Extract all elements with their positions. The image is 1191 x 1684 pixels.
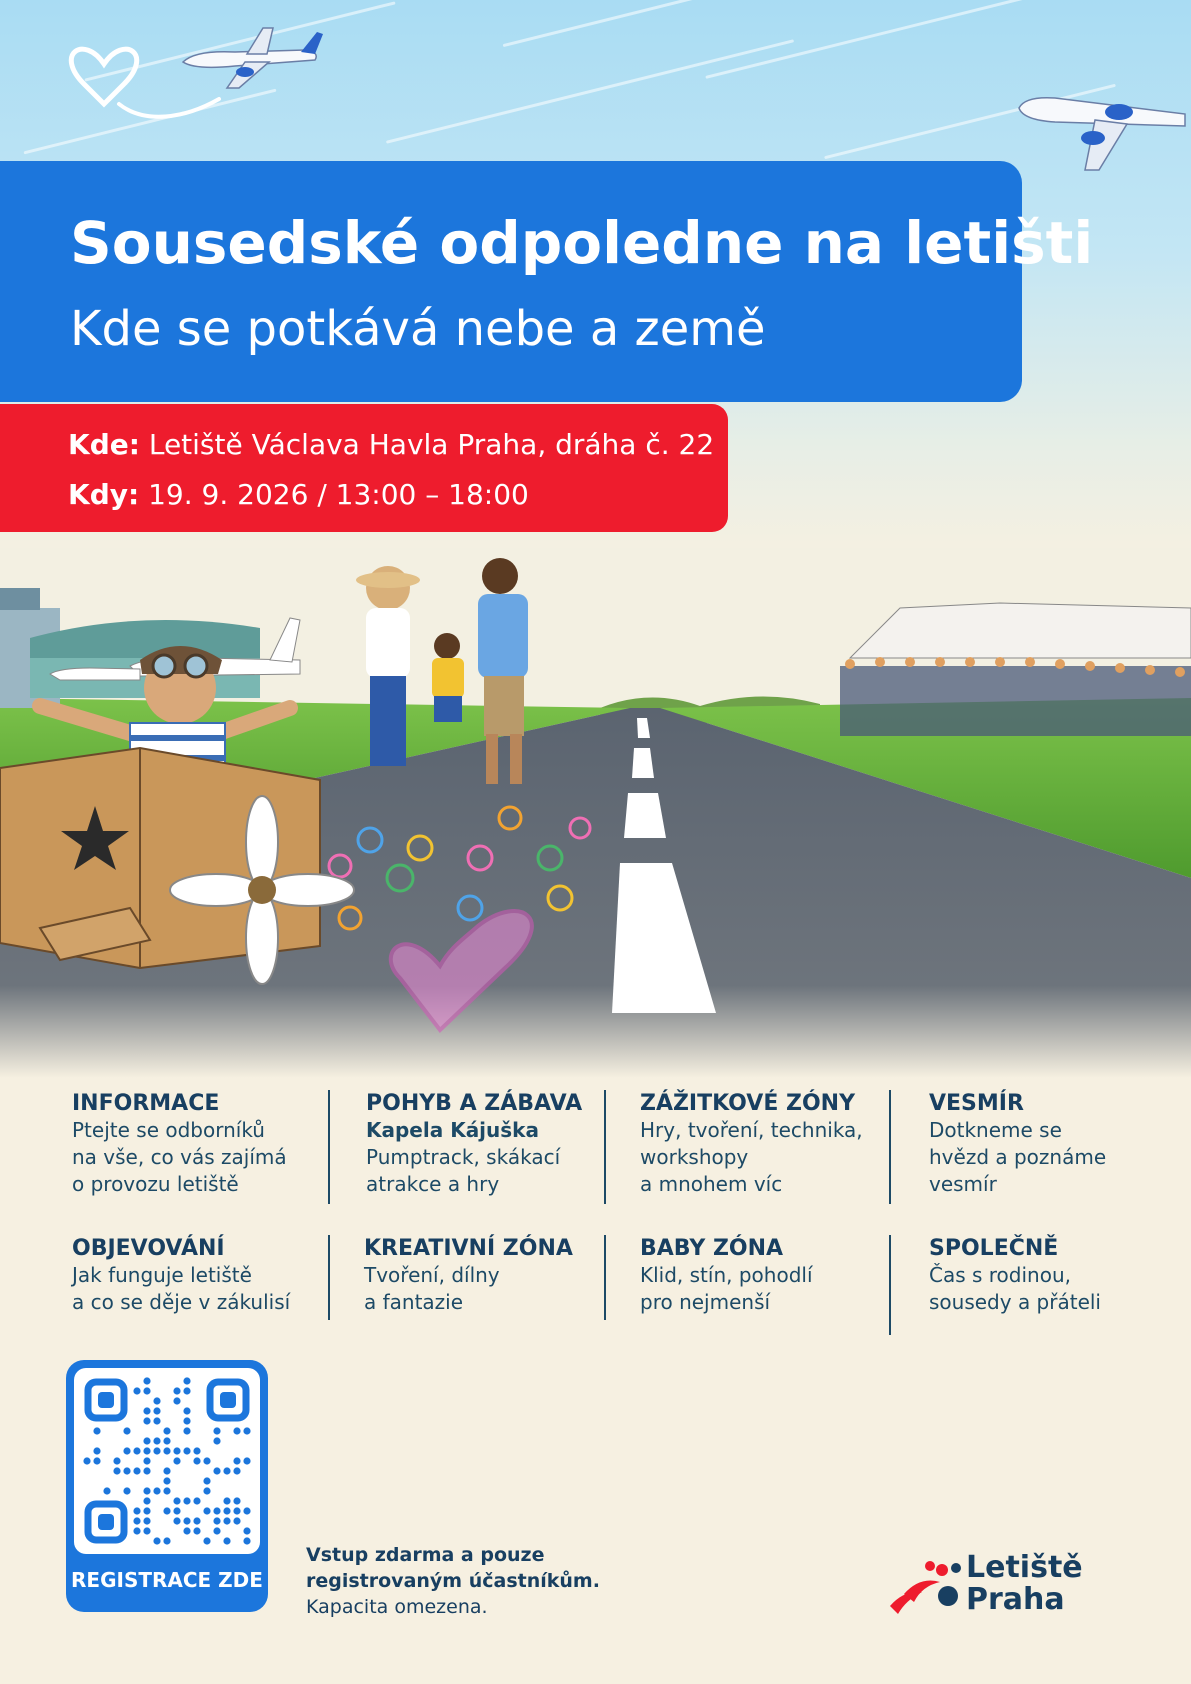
runway-illustration bbox=[0, 548, 1191, 1078]
entry-note: Vstup zdarma a pouze registrovaným účastníkům. Kapacita omezena. bbox=[306, 1544, 600, 1618]
activity-objevovani: OBJEVOVÁNÍ Jak funguje letiště a co se děje v zákulisí bbox=[72, 1236, 291, 1314]
column-divider bbox=[328, 1090, 330, 1204]
when-row bbox=[68, 478, 529, 511]
title-banner bbox=[0, 161, 1094, 402]
column-divider bbox=[328, 1235, 330, 1320]
column-divider bbox=[604, 1090, 606, 1204]
where-row bbox=[68, 428, 714, 461]
airplane-icon bbox=[1015, 78, 1191, 178]
logo-line-1: Letiště bbox=[966, 1550, 1083, 1585]
activity-zazitkove-zony: ZÁŽITKOVÉ ZÓNY Hry, tvoření, technika, workshopy a mnohem víc bbox=[640, 1091, 863, 1196]
activity-kreativni-zona: KREATIVNÍ ZÓNA Tvoření, dílny a fantazie bbox=[364, 1236, 573, 1314]
registration-qr-card[interactable] bbox=[66, 1360, 268, 1612]
activity-spolecne: SPOLEČNĚ Čas s rodinou, sousedy a přáteli bbox=[929, 1236, 1101, 1314]
when-value: 19. 9. 2026 / 13:00 – 18:00 bbox=[148, 478, 529, 511]
airplane-icon bbox=[175, 22, 325, 92]
activity-pohyb-a-zabava: POHYB A ZÁBAVA Kapela Kájuška Pumptrack, skákací atrakce a hry bbox=[366, 1091, 583, 1196]
event-details-banner bbox=[0, 404, 728, 532]
page-title: Sousedské odpoledne na letišti bbox=[70, 209, 1094, 277]
page-subtitle: Kde se potkává nebe a země bbox=[70, 301, 766, 357]
letiste-praha-logo bbox=[886, 1550, 1126, 1620]
activity-baby-zona: BABY ZÓNA Klid, stín, pohodlí pro nejmenší bbox=[640, 1236, 813, 1314]
column-divider bbox=[604, 1235, 606, 1320]
registration-label[interactable]: REGISTRACE ZDE bbox=[71, 1568, 263, 1592]
when-label: Kdy: bbox=[68, 478, 140, 511]
where-value: Letiště Václava Havla Praha, dráha č. 22 bbox=[148, 428, 715, 461]
activity-grid bbox=[0, 1085, 1191, 1345]
column-divider bbox=[889, 1090, 891, 1204]
qr-code-icon[interactable] bbox=[74, 1368, 260, 1554]
activity-vesmir: VESMÍR Dotkneme se hvězd a poznáme vesmír bbox=[929, 1091, 1107, 1196]
logo-line-2: Praha bbox=[966, 1582, 1065, 1617]
letiste-praha-logo-icon bbox=[886, 1556, 964, 1618]
activity-informace: INFORMACE Ptejte se odborníků na vše, co vás zajímá o provozu letiště bbox=[72, 1091, 287, 1196]
where-label: Kde: bbox=[68, 428, 140, 461]
column-divider bbox=[889, 1235, 891, 1335]
